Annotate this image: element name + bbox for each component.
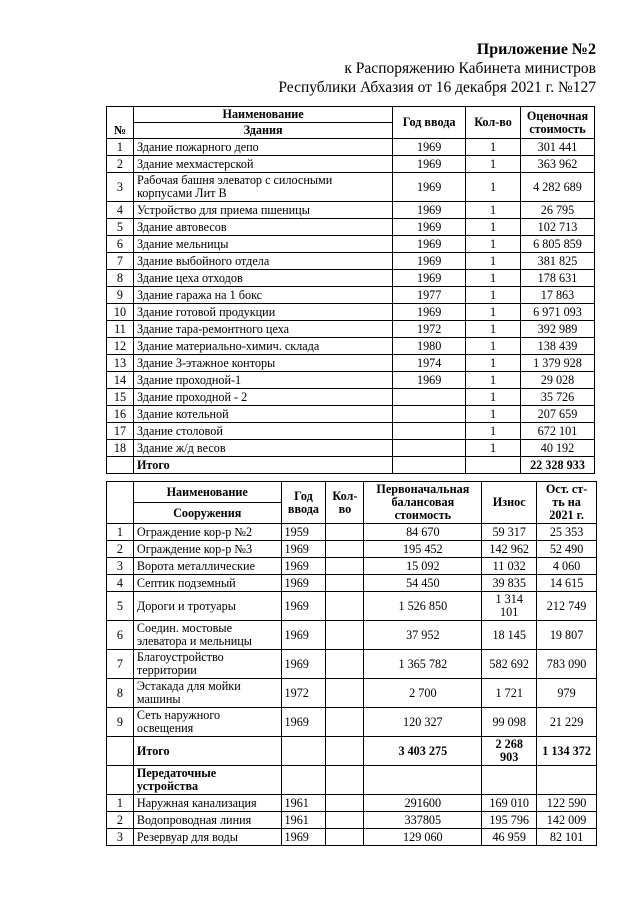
header-line-2: к Распоряжению Кабинета министров: [344, 60, 596, 77]
appendix-title: Приложение №2: [476, 41, 596, 58]
col-name-subheader: Здания: [133, 123, 392, 139]
row-value: 1 379 928: [520, 355, 594, 372]
buildings-table: [106, 106, 595, 474]
row-year: [393, 389, 466, 406]
row-qty: 1: [466, 287, 521, 304]
row-value: 4 282 689: [520, 173, 594, 202]
table-row: [107, 389, 595, 406]
row-year: 1969: [393, 139, 466, 156]
row-name: Септик подземный: [133, 575, 281, 592]
row-qty: [326, 575, 364, 592]
row-value: 6 805 859: [520, 236, 594, 253]
total-year-empty: [393, 457, 466, 474]
table-row: [107, 541, 597, 558]
table-row: [107, 202, 595, 219]
row-residual: 21 229: [537, 708, 597, 737]
row-number: 10: [107, 304, 134, 321]
row-name: Рабочая башня элеватор с силосными корпусами Лит В: [133, 173, 392, 202]
row-name: Здание материально-химич. склада: [133, 338, 392, 355]
row-initial: 195 452: [364, 541, 482, 558]
row-residual: 82 101: [537, 829, 597, 846]
row-number: 1: [107, 795, 134, 812]
table-row: [107, 812, 597, 829]
document-header: [278, 40, 596, 97]
row-name: Благоустройство территории: [133, 650, 281, 679]
row-number: 18: [107, 440, 134, 457]
row-initial: 129 060: [364, 829, 482, 846]
table-row: [107, 679, 597, 708]
row-number-empty: [107, 457, 134, 474]
row-number: 2: [107, 541, 134, 558]
table-row: [107, 795, 597, 812]
table-row: [107, 355, 595, 372]
row-qty: [326, 558, 364, 575]
col-year-header: Год ввода: [281, 482, 326, 524]
total-row: [107, 457, 595, 474]
row-value: 35 726: [520, 389, 594, 406]
row-year: 1961: [281, 812, 326, 829]
row-qty: 1: [466, 372, 521, 389]
row-value: 363 962: [520, 156, 594, 173]
row-residual: 142 009: [537, 812, 597, 829]
row-name: Здание тара-ремонтного цеха: [133, 321, 392, 338]
table-row: [107, 575, 597, 592]
row-qty: 1: [466, 219, 521, 236]
row-wear: 142 962: [482, 541, 537, 558]
row-residual: 122 590: [537, 795, 597, 812]
section-label: Передаточные устройства: [133, 766, 281, 795]
row-name: Здание выбойного отдела: [133, 253, 392, 270]
row-name: Ограждение кор-р №3: [133, 541, 281, 558]
table-row: [107, 423, 595, 440]
row-year: 1969: [393, 372, 466, 389]
row-name: Здание проходной - 2: [133, 389, 392, 406]
col-qty-header: Кол-во: [466, 107, 521, 139]
row-qty: [326, 812, 364, 829]
row-year: 1969: [393, 156, 466, 173]
row-value: 301 441: [520, 139, 594, 156]
row-value: 102 713: [520, 219, 594, 236]
row-year: 1969: [281, 575, 326, 592]
row-number: 4: [107, 202, 134, 219]
row-qty: [326, 795, 364, 812]
row-name: Здание мехмастерской: [133, 156, 392, 173]
row-year: 1969: [281, 650, 326, 679]
row-year: 1977: [393, 287, 466, 304]
row-number-empty: [107, 766, 134, 795]
row-qty: 1: [466, 338, 521, 355]
row-name: Здание котельной: [133, 406, 392, 423]
row-name: Ограждение кор-р №2: [133, 524, 281, 541]
row-number: 8: [107, 270, 134, 287]
row-initial: 337805: [364, 812, 482, 829]
total-row: [107, 737, 597, 766]
row-number: 7: [107, 253, 134, 270]
row-year: 1961: [281, 795, 326, 812]
row-initial: 54 450: [364, 575, 482, 592]
row-value: 29 028: [520, 372, 594, 389]
row-year: 1974: [393, 355, 466, 372]
row-number: 16: [107, 406, 134, 423]
row-qty: [326, 592, 364, 621]
table-row: [107, 338, 595, 355]
row-year: [393, 423, 466, 440]
row-number: 12: [107, 338, 134, 355]
row-qty: 1: [466, 355, 521, 372]
total-qty-empty: [466, 457, 521, 474]
row-number: 6: [107, 621, 134, 650]
table-row: [107, 558, 597, 575]
row-number: 14: [107, 372, 134, 389]
section-empty-cell: [364, 766, 482, 795]
col-value-header: Оценочная стоимость: [520, 107, 594, 139]
row-residual: 52 490: [537, 541, 597, 558]
row-value: 381 825: [520, 253, 594, 270]
row-residual: 212 749: [537, 592, 597, 621]
table-row: [107, 287, 595, 304]
row-qty: 1: [466, 389, 521, 406]
row-qty: 1: [466, 236, 521, 253]
header-line-3: Республики Абхазия от 16 декабря 2021 г. №127: [278, 79, 596, 96]
total-residual: 1 134 372: [537, 737, 597, 766]
table-row: [107, 219, 595, 236]
section-empty-cell: [326, 766, 364, 795]
structures-table: [106, 481, 597, 846]
total-year-empty: [281, 737, 326, 766]
row-residual: 979: [537, 679, 597, 708]
row-wear: 195 796: [482, 812, 537, 829]
row-value: 178 631: [520, 270, 594, 287]
total-qty-empty: [326, 737, 364, 766]
row-number: 1: [107, 139, 134, 156]
row-qty: 1: [466, 139, 521, 156]
row-year: 1969: [393, 202, 466, 219]
row-value: 392 989: [520, 321, 594, 338]
row-number: 3: [107, 829, 134, 846]
row-year: 1969: [393, 304, 466, 321]
row-number: 13: [107, 355, 134, 372]
row-number: 8: [107, 679, 134, 708]
table-row: [107, 829, 597, 846]
row-number: 5: [107, 219, 134, 236]
table-row: [107, 650, 597, 679]
row-name: Резервуар для воды: [133, 829, 281, 846]
section-empty-cell: [482, 766, 537, 795]
row-residual: 14 615: [537, 575, 597, 592]
row-year: [393, 406, 466, 423]
row-value: 40 192: [520, 440, 594, 457]
row-number-empty: [107, 737, 134, 766]
table-row: [107, 156, 595, 173]
row-wear: 11 032: [482, 558, 537, 575]
row-name: Дороги и тротуары: [133, 592, 281, 621]
row-year: 1972: [393, 321, 466, 338]
row-value: 17 863: [520, 287, 594, 304]
row-year: 1980: [393, 338, 466, 355]
col-name-header: Наименование: [133, 482, 281, 503]
row-year: 1969: [393, 270, 466, 287]
row-qty: 1: [466, 423, 521, 440]
row-year: 1969: [393, 219, 466, 236]
row-qty: 1: [466, 304, 521, 321]
row-residual: 25 353: [537, 524, 597, 541]
row-name: Соедин. мостовые элеватора и мельницы: [133, 621, 281, 650]
row-name: Здание проходной-1: [133, 372, 392, 389]
col-residual-header: Ост. ст-ть на 2021 г.: [537, 482, 597, 524]
row-number: 3: [107, 558, 134, 575]
row-wear: 59 317: [482, 524, 537, 541]
row-year: 1969: [281, 829, 326, 846]
table-row: [107, 592, 597, 621]
row-qty: [326, 708, 364, 737]
table-row: [107, 440, 595, 457]
row-qty: 1: [466, 253, 521, 270]
row-number: 6: [107, 236, 134, 253]
table-row: [107, 304, 595, 321]
row-wear: 1 314 101: [482, 592, 537, 621]
row-initial: 1 526 850: [364, 592, 482, 621]
row-residual: 19 807: [537, 621, 597, 650]
row-year: 1969: [281, 558, 326, 575]
row-qty: [326, 650, 364, 679]
row-name: Устройство для приема пшеницы: [133, 202, 392, 219]
row-name: Наружная канализация: [133, 795, 281, 812]
row-initial: 15 092: [364, 558, 482, 575]
row-qty: 1: [466, 173, 521, 202]
row-qty: 1: [466, 321, 521, 338]
row-wear: 46 959: [482, 829, 537, 846]
row-number: 9: [107, 287, 134, 304]
row-qty: 1: [466, 202, 521, 219]
row-value: 6 971 093: [520, 304, 594, 321]
row-wear: 169 010: [482, 795, 537, 812]
table-row: [107, 270, 595, 287]
total-label: Итого: [133, 457, 392, 474]
row-qty: 1: [466, 440, 521, 457]
col-year-header: Год ввода: [393, 107, 466, 139]
row-wear: 18 145: [482, 621, 537, 650]
row-value: 138 439: [520, 338, 594, 355]
table-row: [107, 524, 597, 541]
row-year: [393, 440, 466, 457]
row-value: 26 795: [520, 202, 594, 219]
row-number: 2: [107, 156, 134, 173]
row-number: 4: [107, 575, 134, 592]
row-name: Здание мельницы: [133, 236, 392, 253]
row-year: 1959: [281, 524, 326, 541]
row-name: Водопроводная линия: [133, 812, 281, 829]
table-row: [107, 236, 595, 253]
row-year: 1969: [281, 592, 326, 621]
col-initial-header: Первоначальная балансовая стоимость: [364, 482, 482, 524]
row-initial: 37 952: [364, 621, 482, 650]
table-row: [107, 139, 595, 156]
row-number: 1: [107, 524, 134, 541]
row-name: Здание пожарного депо: [133, 139, 392, 156]
row-name: Эстакада для мойки машины: [133, 679, 281, 708]
row-name: Сеть наружного освещения: [133, 708, 281, 737]
row-name: Здание столовой: [133, 423, 392, 440]
row-value: 672 101: [520, 423, 594, 440]
row-name: Здание цеха отходов: [133, 270, 392, 287]
row-initial: 1 365 782: [364, 650, 482, 679]
row-initial: 291600: [364, 795, 482, 812]
row-residual: 4 060: [537, 558, 597, 575]
row-wear: 99 098: [482, 708, 537, 737]
row-qty: 1: [466, 406, 521, 423]
table-row: [107, 253, 595, 270]
row-number: 17: [107, 423, 134, 440]
col-num-header: №: [107, 107, 134, 139]
row-number: 7: [107, 650, 134, 679]
row-year: 1969: [393, 236, 466, 253]
row-residual: 783 090: [537, 650, 597, 679]
row-initial: 120 327: [364, 708, 482, 737]
row-qty: [326, 621, 364, 650]
row-qty: [326, 679, 364, 708]
row-year: 1972: [281, 679, 326, 708]
row-wear: 1 721: [482, 679, 537, 708]
table-row: [107, 708, 597, 737]
row-name: Здание готовой продукции: [133, 304, 392, 321]
total-initial: 3 403 275: [364, 737, 482, 766]
table-row: [107, 173, 595, 202]
row-qty: 1: [466, 270, 521, 287]
row-qty: [326, 524, 364, 541]
total-wear: 2 268 903: [482, 737, 537, 766]
section-empty-cell: [281, 766, 326, 795]
row-number: 15: [107, 389, 134, 406]
row-year: 1969: [281, 621, 326, 650]
row-qty: [326, 829, 364, 846]
row-year: 1969: [393, 173, 466, 202]
col-qty-header: Кол-во: [326, 482, 364, 524]
total-label: Итого: [133, 737, 281, 766]
row-qty: 1: [466, 156, 521, 173]
row-name: Ворота металлические: [133, 558, 281, 575]
col-name-subheader: Сооружения: [133, 503, 281, 524]
row-number: 11: [107, 321, 134, 338]
row-initial: 2 700: [364, 679, 482, 708]
row-qty: [326, 541, 364, 558]
col-wear-header: Износ: [482, 482, 537, 524]
row-name: Здание автовесов: [133, 219, 392, 236]
row-value: 207 659: [520, 406, 594, 423]
row-number: 2: [107, 812, 134, 829]
table-row: [107, 321, 595, 338]
row-year: 1969: [281, 708, 326, 737]
row-number: 5: [107, 592, 134, 621]
row-wear: 582 692: [482, 650, 537, 679]
row-year: 1969: [281, 541, 326, 558]
col-num-header-empty: [107, 482, 134, 524]
table-row: [107, 406, 595, 423]
row-initial: 84 670: [364, 524, 482, 541]
col-name-header: Наименование: [133, 107, 392, 123]
row-wear: 39 835: [482, 575, 537, 592]
row-name: Здание 3-этажное конторы: [133, 355, 392, 372]
row-number: 3: [107, 173, 134, 202]
row-name: Здание ж/д весов: [133, 440, 392, 457]
section-row: [107, 766, 597, 795]
total-value: 22 328 933: [520, 457, 594, 474]
section-empty-cell: [537, 766, 597, 795]
row-year: 1969: [393, 253, 466, 270]
row-number: 9: [107, 708, 134, 737]
table-row: [107, 621, 597, 650]
table-row: [107, 372, 595, 389]
row-name: Здание гаража на 1 бокс: [133, 287, 392, 304]
